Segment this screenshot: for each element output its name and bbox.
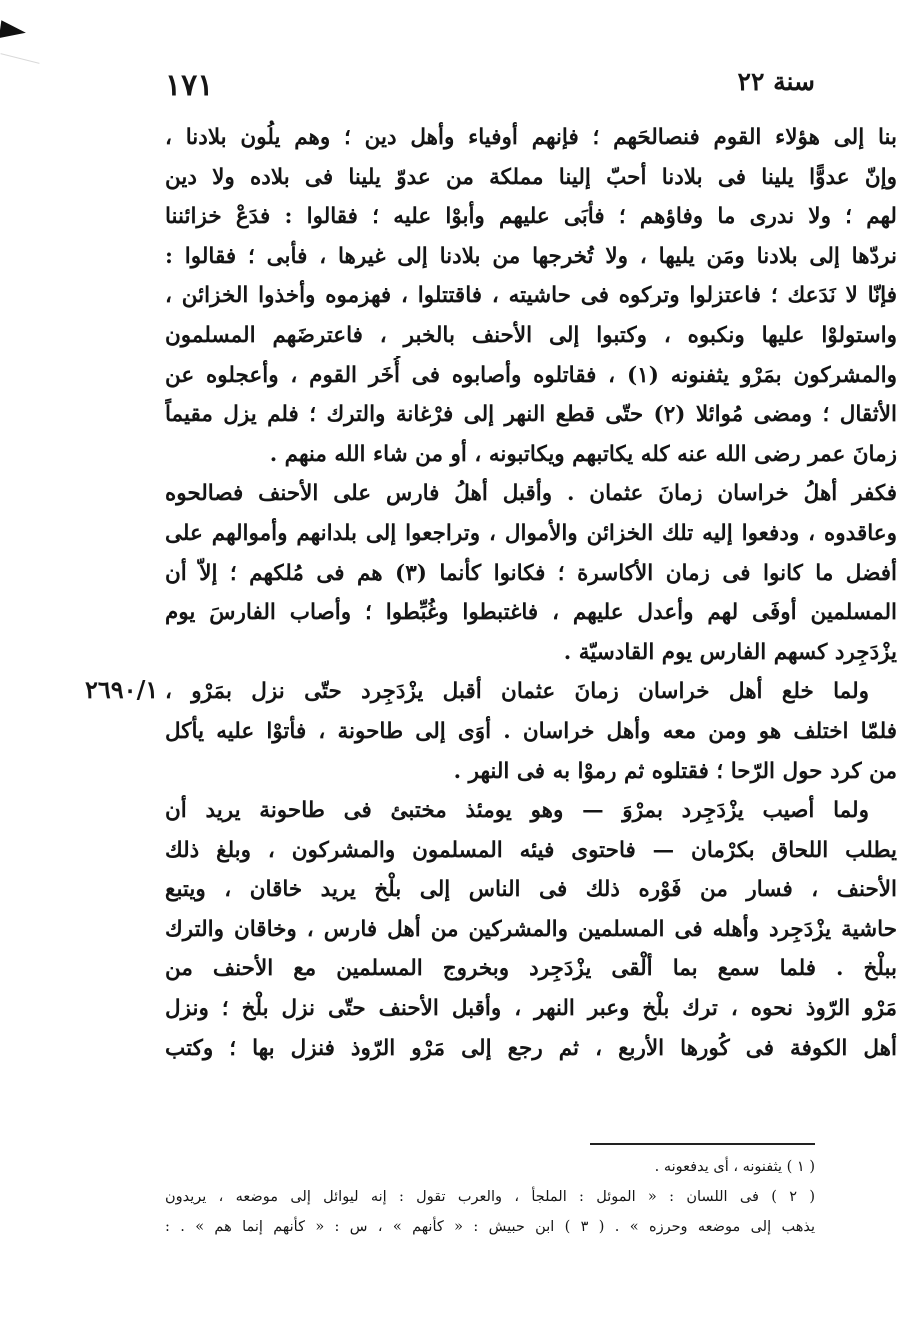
- footnotes-block: [165, 1152, 815, 1242]
- text-line: أهل الكوفة فى كُورها الأربع ، ثم رجع إلى مَرْو الرّوذ فنزل بها ؛ وكتب: [165, 1035, 897, 1061]
- text-line: فلمّا اختلف هو ومن معه وأهل خراسان . أوَى إلى طاحونة ، فأتوْا عليه يأكل: [165, 718, 897, 744]
- text-line: حاشية يزْدَجِرد وأهله فى المسلمين والمشركين من أهل فارس ، وخاقان والترك: [165, 916, 897, 942]
- text-line: ببلْخ . فلما سمع بما ألْقى يزْدَجِرد وبخروج المسلمين مع الأحنف من: [165, 956, 897, 982]
- page-number: ١٧١: [165, 68, 214, 103]
- text-line: فكفر أهلُ خراسان زمانَ عثمان . وأقبل أهلُ فارس على الأحنف فصالحوه: [165, 481, 897, 507]
- footnote-1: ( ١ ) يثفنونه ، أى يدفعونه .: [654, 1159, 815, 1175]
- text-line: الأحنف ، فسار من فَوْره ذلك فى الناس إلى بلْخ يريد خاقان ، ويتبع: [165, 877, 897, 903]
- scan-corner-mark: [0, 20, 27, 41]
- text-line: المسلمين أوفَى لهم وأعدل عليهم ، فاغتبطوا وغُبِّطوا ؛ وأصاب الفارسَ يوم: [165, 600, 897, 626]
- text-line: فإنّا لا نَدَعك ؛ فاعتزلوا وتركوه فى حاشيته ، فاقتتلوا ، فهزموه وأخذوا الخزائن ،: [165, 283, 897, 309]
- text-line: أفضل ما كانوا فى زمان الأكاسرة ؛ فكانوا كأنما (٣) هم فى مُلكهم ؛ إلاّ أن: [165, 560, 897, 586]
- scan-artifact-line: [0, 53, 39, 64]
- margin-reference-number: ٢٦٩٠/١: [85, 675, 159, 704]
- footnote-2-3-continuation: يذهب إلى موضعه وحرزه » . ( ٣ ) ابن حبيش : « كأنهم » ، س : « كأنهم إنما هم » . :: [165, 1219, 815, 1235]
- running-header-year: سنة ٢٢: [737, 67, 815, 96]
- text-line: وإنّ عدوًّا يلينا فى بلادنا أحبّ إلينا مملكة من عدوّ يلينا فى بلاده ولا دين: [165, 164, 897, 190]
- text-line: ولما خلع أهل خراسان زمانَ عثمان أقبل يزْدَجِرد حتّى نزل بمَرْو ،: [165, 679, 869, 705]
- text-line: الأثقال ؛ ومضى مُوائلا (٢) حتّى قطع النهر إلى فرْغانة والترك ؛ فلم يزل مقيماً: [165, 402, 897, 428]
- text-line: من كرد حول الرّحا ؛ فقتلوه ثم رموْا به فى النهر .: [453, 758, 897, 784]
- text-line: لهم ؛ ولا ندرى ما وفاؤهم ؛ فأبَى عليهم وأبوْا عليه ؛ فقالوا : فدَعْ خزائننا: [165, 204, 897, 230]
- text-line: واستولوْا عليها ونكبوه ، وكتبوا إلى الأحنف بالخبر ، فاعترضَهم المسلمون: [165, 322, 897, 348]
- text-line: مَرْو الرّوذ نحوه ، ترك بلْخ وعبر النهر ، وأقبل الأحنف حتّى نزل بلْخ ؛ ونزل: [165, 996, 897, 1022]
- text-line: وعاقدوه ، ودفعوا إليه تلك الخزائن والأموال ، وتراجعوا إلى بلدانهم وأموالهم على: [165, 520, 897, 546]
- text-line: ولما أصيب يزْدَجِرد بمرْوَ — وهو يومئذ مختبئ فى طاحونة يريد أن: [165, 798, 869, 824]
- footnote-separator: [590, 1143, 815, 1145]
- main-text-block: [165, 118, 897, 1068]
- footnote-2: ( ٢ ) فى اللسان : « الموئل : الملجأ ، والعرب تقول : إنه ليوائل إلى موضعه ، يريدون: [165, 1189, 815, 1205]
- text-line: يزْدَجِرد كسهم الفارس يوم القادسيّة .: [563, 639, 897, 665]
- text-line: نردّها إلى بلادنا ومَن يليها ، ولا تُخرجها من بلادنا إلى غيرها ، فأبى ؛ فقالوا :: [165, 243, 897, 269]
- text-line: والمشركون بمَرْو يثفنونه (١) ، فقاتلوه وأصابوه فى أُخَر القوم ، وأعجلوه عن: [165, 362, 897, 388]
- text-line: يطلب اللحاق بكرْمان — فاحتوى فيئه المسلمون والمشركون ، وبلغ ذلك: [165, 837, 897, 863]
- text-line: زمانَ عمر رضى الله عنه كله يكاتبهم ويكاتبونه ، أو من شاء الله منهم .: [269, 441, 897, 467]
- text-line: بنا إلى هؤلاء القوم فنصالحَهم ؛ فإنهم أوفياء وأهل دين ؛ وهم يلُون بلادنا ،: [165, 125, 897, 150]
